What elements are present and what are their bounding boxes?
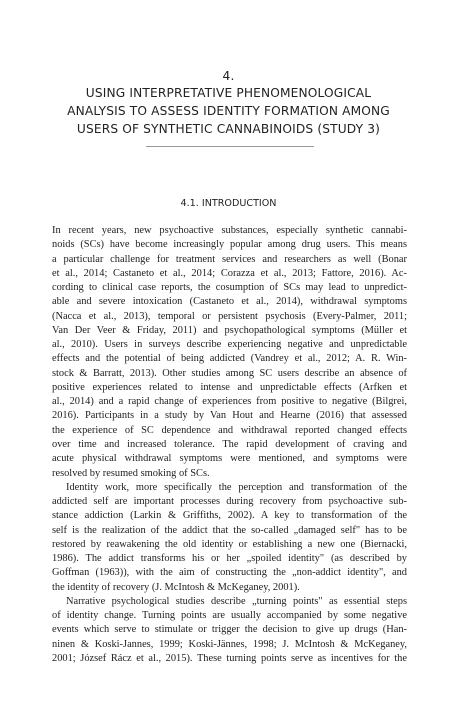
paragraph-line: over time and increased tolerance. The rapid development of craving and <box>52 438 407 450</box>
paragraph-line: the experience of SC dependence and withdrawal reported changed effects <box>52 424 407 436</box>
paragraph-line: effects and the potential of being addicted (Vandrey et al., 2012; A. R. Win- <box>52 353 407 365</box>
paragraph-line: resolved by resumed smoking of SCs. <box>52 467 210 479</box>
paragraph-line: 2016). Participants in a study by Van Hout and Hearne (2016) that assessed <box>52 410 407 422</box>
paragraph <box>52 481 407 595</box>
paragraph-line: positive experiences related to intense and unpredictable effects (Arfken et <box>52 381 407 393</box>
paragraph-line: the identity of recovery (J. McIntosh & McKeganey, 2001). <box>52 581 300 593</box>
chapter-title <box>40 85 417 138</box>
chapter-title-line: USERS OF SYNTHETIC CANNABINOIDS (STUDY 3) <box>76 121 381 136</box>
paragraph-line: 2001; József Rácz et al., 2015). These turning points serve as incentives for the <box>52 652 407 664</box>
paragraph-line: of identity change. Turning points are usually accompanied by some negative <box>52 610 407 622</box>
paragraph-line: acute physical withdrawal symptoms were mentioned, and symptoms were <box>52 453 407 465</box>
paragraph-line: 1986). The addict transforms his or her „spoiled identity" (as described by <box>52 553 407 565</box>
paragraph-line: al., 2010). Users in surveys describe experiencing negative and unpredictable <box>52 339 407 351</box>
paragraph <box>52 224 407 481</box>
paragraph-line: Goffman (1963)), with the aim of constructing the „non-addict identity", and <box>52 567 407 579</box>
paragraph-line: noids (SCs) have become increasingly popular among drug users. This means <box>52 239 407 251</box>
chapter-title-line: ANALYSIS TO ASSESS IDENTITY FORMATION AMONG <box>67 103 390 118</box>
title-divider <box>146 146 314 147</box>
paragraph-line: events which serve to stimulate or trigger the decision to give up drugs (Han- <box>52 624 407 636</box>
body-text <box>52 224 407 666</box>
paragraph-line: addicted self are important processes during recovery from psychoactive sub- <box>52 496 407 508</box>
paragraph-line: a particular challenge for treatment services and researchers as well (Bonar <box>52 253 407 265</box>
paragraph-line: self is the realization of the addict that the so-called „damaged self" has to be <box>52 524 407 536</box>
paragraph-line: et al., 2014; Castaneto et al., 2014; Corazza et al., 2013; Fattore, 2016). Ac- <box>52 267 407 279</box>
paragraph-line: Narrative psychological studies describe „turning points" as essential steps <box>66 595 407 607</box>
paragraph-line: restored by reawakening the old identity or establishing a new one (Biernacki, <box>52 538 407 550</box>
chapter-title-line: USING INTERPRETATIVE PHENOMENOLOGICAL <box>85 86 372 100</box>
paragraph-line: al., 2014) and a rapid change of experiences from positive to negative (Bilgrei, <box>52 396 407 408</box>
paragraph-line: stock & Barratt, 2013). Other studies among SC users describe an absence of <box>52 367 407 379</box>
paragraph-line: (Nacca et al., 2013), temporal or persistent psychosis (Every-Palmer, 2011; <box>52 310 407 322</box>
paragraph-line: cording to clinical case reports, the cosumption of SCs may lead to unpredict- <box>52 282 407 294</box>
paragraph <box>52 595 407 666</box>
paragraph-line: In recent years, new psychoactive substances, especially synthetic cannabi- <box>52 225 407 236</box>
paragraph-line: Van Der Veer & Friday, 2011) and psychopathological symptoms (Müller et <box>52 324 407 336</box>
paragraph-line: able and severe intoxication (Castaneto et al., 2014), withdrawal symptoms <box>52 296 407 308</box>
section-heading: 4.1. INTRODUCTION <box>180 198 277 209</box>
paragraph-line: stance addiction (Larkin & Griffiths, 2002). A key to transformation of the <box>52 510 407 522</box>
paragraph-line: Identity work, more specifically the perception and transformation of the <box>66 481 407 493</box>
chapter-number: 4. <box>222 69 235 83</box>
paragraph-line: ninen & Koski-Jannes, 1999; Koski-Jännes, 1998; J. McIntosh & McKeganey, <box>52 638 407 650</box>
